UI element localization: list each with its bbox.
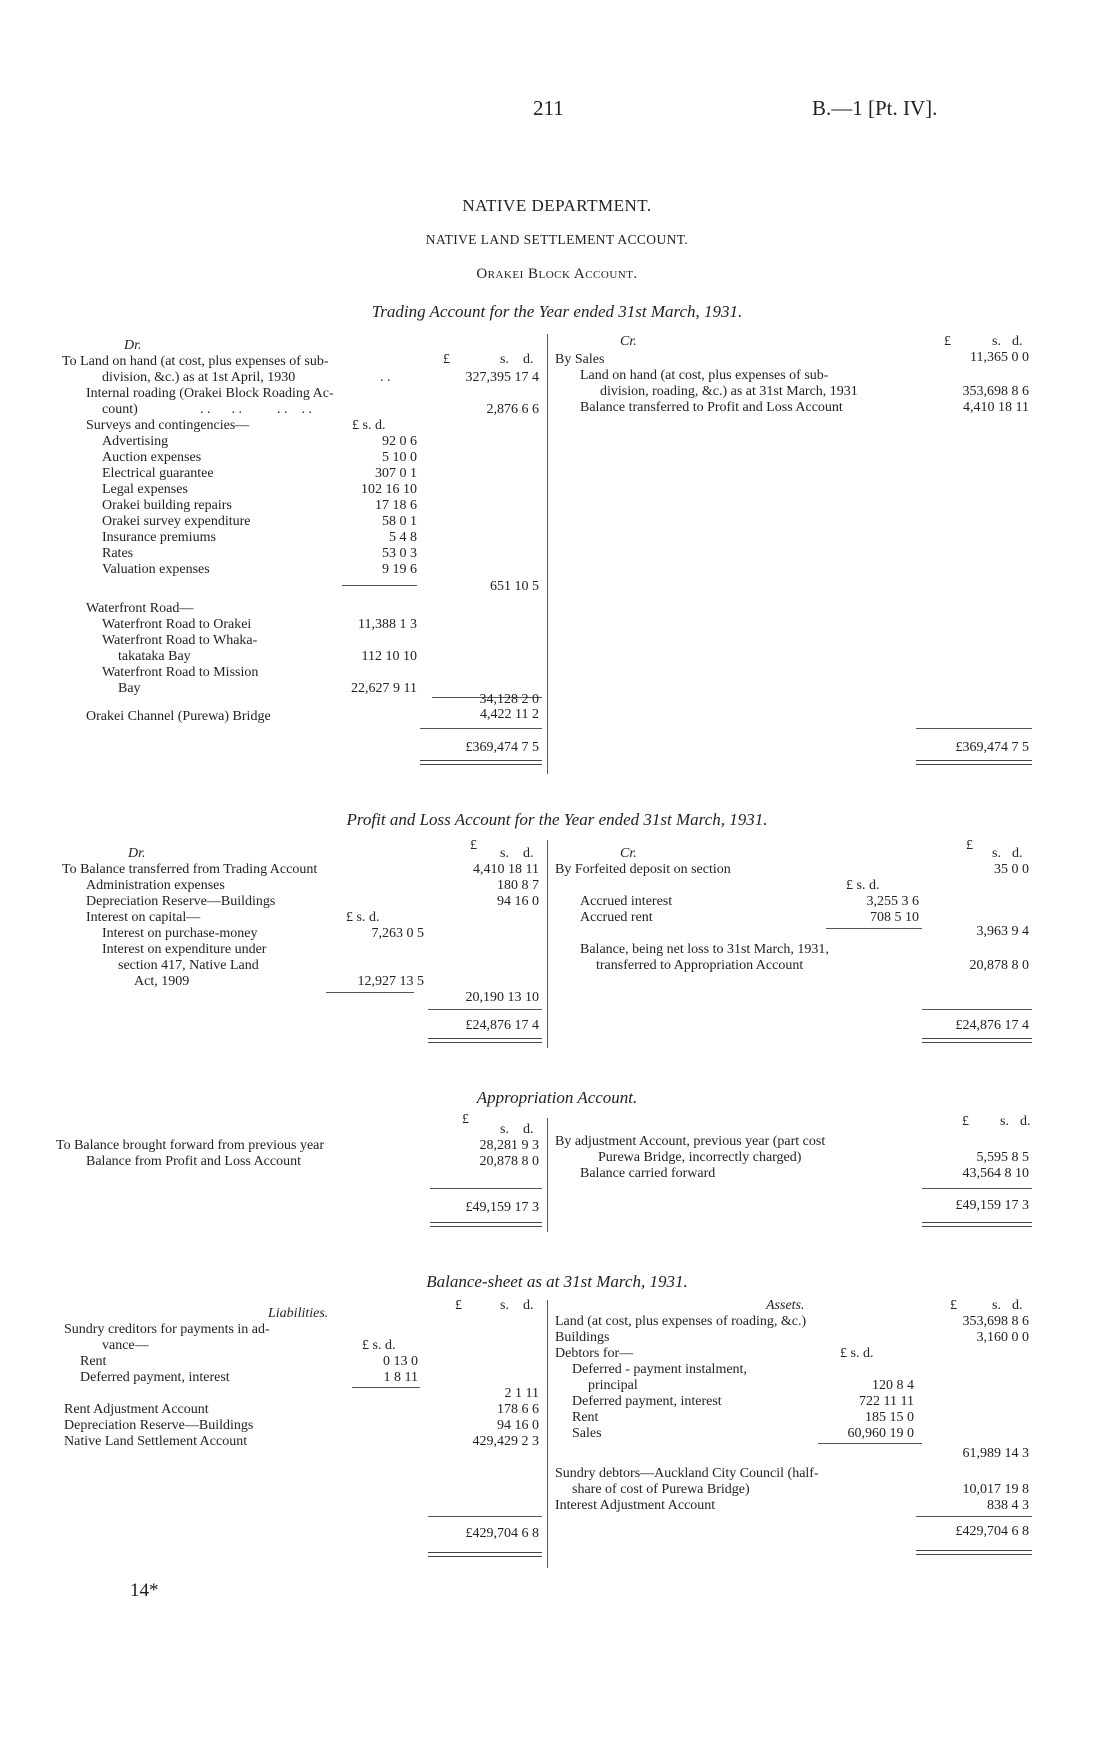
- trading-divider: [547, 334, 548, 774]
- trading-cr-head-s: s.: [992, 334, 1001, 349]
- bs-assets-label: Assets.: [766, 1298, 805, 1313]
- bs-buildings-label: Buildings: [555, 1330, 610, 1345]
- trading-item-label: Rates: [102, 546, 134, 561]
- total-rule: [428, 1009, 542, 1010]
- trading-item-value: 5 4 8: [389, 530, 417, 545]
- pl-admin-value: 180 8 7: [497, 878, 539, 893]
- trading-cr-total: £369,474 7 5: [955, 740, 1029, 755]
- trading-cr-balance-label: Balance transferred to Profit and Loss Account: [580, 400, 843, 415]
- bs-rent-adj-label: Rent Adjustment Account: [64, 1402, 209, 1417]
- appr-dr-total: £49,159 17 3: [465, 1200, 539, 1215]
- subtotal-rule: [342, 585, 417, 586]
- bs-land-label: Land (at cost, plus expenses of roading, &c.): [555, 1314, 807, 1329]
- total-rule: [922, 1188, 1032, 1189]
- bs-auckland-line1: Sundry debtors—Auckland City Council (half-: [555, 1466, 819, 1481]
- trading-title: Trading Account for the Year ended 31st March, 1931.: [371, 302, 743, 321]
- trading-surveys-total: 651 10 5: [490, 579, 539, 594]
- appr-cr-head-l: £: [962, 1114, 969, 1129]
- total-rule: [430, 1188, 542, 1189]
- trading-dr-total: £369,474 7 5: [465, 740, 539, 755]
- pl-dr-label: Dr.: [128, 846, 146, 861]
- bs-deferred-label: Deferred payment, interest: [80, 1370, 230, 1385]
- bs-assets-head-s: s.: [992, 1298, 1001, 1313]
- bs-sundry-total: 2 1 11: [504, 1386, 539, 1401]
- pl-forfeit-label: By Forfeited deposit on section: [555, 862, 731, 877]
- bs-rent-asset-label: Rent: [572, 1410, 599, 1425]
- trading-land-value: 327,395 17 4: [465, 370, 539, 385]
- trading-item-value: 53 0 3: [382, 546, 417, 561]
- bs-interest-adj-label: Interest Adjustment Account: [555, 1498, 716, 1513]
- pl-purchase-label: Interest on purchase-money: [102, 926, 258, 941]
- pl-cr-label: Cr.: [620, 846, 637, 861]
- double-rule: [922, 1222, 1032, 1227]
- appr-adj-line2: Purewa Bridge, incorrectly charged): [598, 1150, 802, 1165]
- trading-item-value: 92 0 6: [382, 434, 417, 449]
- subtotal-rule: [326, 992, 414, 993]
- trading-item-label: Legal expenses: [102, 482, 188, 497]
- pl-accrued-total: 3,963 9 4: [976, 924, 1029, 939]
- department-title: NATIVE DEPARTMENT.: [462, 196, 652, 215]
- total-rule: [922, 1009, 1032, 1010]
- bs-nls-label: Native Land Settlement Account: [64, 1434, 248, 1449]
- double-rule: [420, 760, 542, 765]
- trading-dr-head-s: s.: [500, 352, 509, 367]
- trading-item-value: 9 19 6: [382, 562, 417, 577]
- appr-title: Appropriation Account.: [476, 1088, 638, 1107]
- pl-cr-balance-line2: transferred to Appropriation Account: [596, 958, 804, 973]
- pl-accrued-int-label: Accrued interest: [580, 894, 673, 909]
- trading-item-value: 17 18 6: [375, 498, 417, 513]
- bs-deferred-value: 1 8 11: [383, 1370, 418, 1385]
- pl-forfeit-value: 35 0 0: [994, 862, 1029, 877]
- trading-surveys-head: Surveys and contingencies—: [86, 418, 250, 433]
- trading-bridge-label: Orakei Channel (Purewa) Bridge: [86, 709, 271, 724]
- pl-depr-label: Depreciation Reserve—Buildings: [86, 894, 276, 909]
- trading-wf3-line2: Bay: [118, 681, 141, 696]
- trading-cr-land-value: 353,698 8 6: [962, 384, 1029, 399]
- pl-exp-line3: Act, 1909: [134, 974, 190, 989]
- bs-depr-label: Depreciation Reserve—Buildings: [64, 1418, 254, 1433]
- bs-dpint-value: 722 11 11: [859, 1394, 914, 1409]
- block-title: Orakei Block Account.: [476, 266, 638, 282]
- pl-accrued-rent-value: 708 5 10: [870, 910, 919, 925]
- appr-carried-label: Balance carried forward: [580, 1166, 716, 1181]
- pl-balance-value: 4,410 18 11: [473, 862, 539, 877]
- bs-depr-value: 94 16 0: [497, 1418, 539, 1433]
- trading-sales-label: By Sales: [555, 352, 605, 367]
- bs-interest-adj-value: 838 4 3: [987, 1498, 1029, 1513]
- appr-divider: [547, 1118, 548, 1232]
- bs-divider: [547, 1300, 548, 1568]
- bs-dpi-line1: Deferred - payment instalment,: [572, 1362, 747, 1377]
- trading-wf2-line2: takataka Bay: [118, 649, 191, 664]
- footer-mark: 14*: [130, 1580, 159, 1601]
- pl-cr-subheads: £ s. d.: [846, 878, 880, 893]
- pl-balance-label: To Balance transferred from Trading Account: [62, 862, 318, 877]
- trading-wf2-line1: Waterfront Road to Whaka-: [102, 633, 258, 648]
- trading-wf3-line1: Waterfront Road to Mission: [102, 665, 259, 680]
- pl-cr-balance-line1: Balance, being net loss to 31st March, 1931,: [580, 942, 829, 957]
- trading-cr-head-d: d.: [1012, 334, 1023, 349]
- bs-assets-total: £429,704 6 8: [955, 1524, 1029, 1539]
- trading-item-value: 102 16 10: [361, 482, 417, 497]
- leader-dots: . . . . . . . .: [200, 402, 312, 417]
- trading-bridge-value: 4,422 11 2: [480, 707, 539, 722]
- trading-cr-balance-value: 4,410 18 11: [963, 400, 1029, 415]
- total-rule: [916, 1516, 1032, 1517]
- trading-land-line1: To Land on hand (at cost, plus expenses of sub-: [62, 354, 329, 369]
- appr-adj-value: 5,595 8 5: [976, 1150, 1029, 1165]
- appr-b1-value: 28,281 9 3: [479, 1138, 539, 1153]
- bs-nls-value: 429,429 2 3: [472, 1434, 539, 1449]
- trading-land-line2: division, &c.) as at 1st April, 1930: [102, 370, 296, 385]
- pl-dr-head-d: d.: [523, 846, 534, 861]
- bs-rent-asset-value: 185 15 0: [865, 1410, 914, 1425]
- bs-auckland-line2: share of cost of Purewa Bridge): [572, 1482, 750, 1497]
- appr-dr-head-s: s.: [500, 1122, 509, 1137]
- double-rule: [428, 1552, 542, 1557]
- appr-dr-head-l: £: [462, 1112, 469, 1127]
- trading-dr-head-d: d.: [523, 352, 534, 367]
- trading-cr-head-l: £: [944, 334, 951, 349]
- bs-liab-head-d: d.: [523, 1298, 534, 1313]
- pl-purchase-value: 7,263 0 5: [371, 926, 424, 941]
- total-rule: [420, 728, 542, 729]
- appr-b1-label: To Balance brought forward from previous year: [56, 1138, 325, 1153]
- bs-auckland-value: 10,017 19 8: [962, 1482, 1029, 1497]
- bs-debtors-subheads: £ s. d.: [840, 1346, 874, 1361]
- pl-exp-line2: section 417, Native Land: [118, 958, 259, 973]
- appr-cr-total: £49,159 17 3: [955, 1198, 1029, 1213]
- bs-rent-value: 0 13 0: [383, 1354, 418, 1369]
- trading-wf2-value: 112 10 10: [361, 649, 417, 664]
- trading-item-label: Advertising: [102, 434, 169, 449]
- appr-b2-value: 20,878 8 0: [479, 1154, 539, 1169]
- trading-wf-total: 34,128 2 0: [479, 692, 539, 707]
- trading-cr-land-line1: Land on hand (at cost, plus expenses of sub-: [580, 368, 829, 383]
- trading-roading-line1: Internal roading (Orakei Block Roading Ac-: [86, 386, 334, 401]
- pl-depr-value: 94 16 0: [497, 894, 539, 909]
- account-title: NATIVE LAND SETTLEMENT ACCOUNT.: [425, 232, 689, 247]
- trading-item-label: Insurance premiums: [102, 530, 216, 545]
- pl-accrued-int-value: 3,255 3 6: [866, 894, 919, 909]
- pl-interest-total: 20,190 13 10: [465, 990, 539, 1005]
- trading-wf1-label: Waterfront Road to Orakei: [102, 617, 252, 632]
- bs-rent-label: Rent: [80, 1354, 107, 1369]
- bs-sundry-line1: Sundry creditors for payments in ad-: [64, 1322, 270, 1337]
- pl-accrued-rent-label: Accrued rent: [580, 910, 653, 925]
- trading-item-value: 307 0 1: [375, 466, 417, 481]
- trading-item-label: Valuation expenses: [102, 562, 210, 577]
- bs-dpi-line2: principal: [588, 1378, 638, 1393]
- double-rule: [922, 1038, 1032, 1043]
- pl-cr-head-d: d.: [1012, 846, 1023, 861]
- pl-interest-head: Interest on capital—: [86, 910, 201, 925]
- bs-dpi-value: 120 8 4: [872, 1378, 914, 1393]
- bs-liab-label: Liabilities.: [268, 1306, 329, 1321]
- trading-dr-label: Dr.: [124, 338, 142, 353]
- appr-cr-head-s: s.: [1000, 1114, 1009, 1129]
- bs-land-value: 353,698 8 6: [962, 1314, 1029, 1329]
- bs-sundry-subheads: £ s. d.: [362, 1338, 396, 1353]
- document-reference: B.—1 [Pt. IV].: [812, 96, 938, 120]
- trading-item-label: Auction expenses: [102, 450, 202, 465]
- trading-item-label: Orakei survey expenditure: [102, 514, 251, 529]
- total-rule: [428, 1516, 542, 1517]
- pl-dr-head-s: s.: [500, 846, 509, 861]
- pl-dr-head-l: £: [470, 838, 477, 853]
- bs-buildings-value: 3,160 0 0: [976, 1330, 1029, 1345]
- trading-wf1-value: 11,388 1 3: [358, 617, 417, 632]
- trading-sales-value: 11,365 0 0: [970, 350, 1029, 365]
- appr-b2-label: Balance from Profit and Loss Account: [86, 1154, 302, 1169]
- pl-cr-total: £24,876 17 4: [955, 1018, 1029, 1033]
- double-rule: [916, 1550, 1032, 1555]
- double-rule: [428, 1038, 542, 1043]
- trading-item-value: 58 0 1: [382, 514, 417, 529]
- pl-cr-head-s: s.: [992, 846, 1001, 861]
- appr-cr-head-d: d.: [1020, 1114, 1031, 1129]
- trading-item-label: Orakei building repairs: [102, 498, 232, 513]
- pl-interest-subheads: £ s. d.: [346, 910, 380, 925]
- bs-title: Balance-sheet as at 31st March, 1931.: [426, 1272, 688, 1291]
- bs-liab-head-s: s.: [500, 1298, 509, 1313]
- bs-assets-head-l: £: [950, 1298, 957, 1313]
- bs-sales-value: 60,960 19 0: [847, 1426, 914, 1441]
- trading-surveys-subheads: £ s. d.: [352, 418, 386, 433]
- pl-cr-head-l: £: [966, 838, 973, 853]
- appr-dr-head-d: d.: [523, 1122, 534, 1137]
- bs-sundry-line2: vance—: [102, 1338, 149, 1353]
- trading-waterfront-head: Waterfront Road—: [86, 601, 194, 616]
- double-rule: [916, 760, 1032, 765]
- pl-admin-label: Administration expenses: [86, 878, 225, 893]
- trading-dr-head-l: £: [443, 352, 450, 367]
- double-rule: [430, 1222, 542, 1227]
- subtotal-rule: [352, 1387, 420, 1388]
- subtotal-rule: [818, 1443, 922, 1444]
- bs-debtors-head: Debtors for—: [555, 1346, 634, 1361]
- pl-exp-value: 12,927 13 5: [357, 974, 424, 989]
- bs-dpint-label: Deferred payment, interest: [572, 1394, 722, 1409]
- bs-sales-label: Sales: [572, 1426, 602, 1441]
- total-rule: [916, 728, 1032, 729]
- page-number: 211: [533, 96, 564, 120]
- pl-divider: [547, 840, 548, 1048]
- bs-assets-head-d: d.: [1012, 1298, 1023, 1313]
- appr-adj-line1: By adjustment Account, previous year (part cost: [555, 1134, 826, 1149]
- trading-roading-line2: count): [102, 402, 138, 417]
- subtotal-rule: [826, 928, 922, 929]
- bs-rent-adj-value: 178 6 6: [497, 1402, 539, 1417]
- pl-dr-total: £24,876 17 4: [465, 1018, 539, 1033]
- trading-item-value: 5 10 0: [382, 450, 417, 465]
- trading-cr-land-line2: division, roading, &c.) as at 31st March, 1931: [600, 384, 858, 399]
- trading-item-label: Electrical guarantee: [102, 466, 214, 481]
- pl-title: Profit and Loss Account for the Year ended 31st March, 1931.: [346, 810, 768, 829]
- pl-exp-line1: Interest on expenditure under: [102, 942, 267, 957]
- trading-cr-label: Cr.: [620, 334, 637, 349]
- bs-liab-total: £429,704 6 8: [465, 1526, 539, 1541]
- leader-dots: . .: [380, 370, 391, 385]
- appr-carried-value: 43,564 8 10: [962, 1166, 1029, 1181]
- trading-roading-value: 2,876 6 6: [486, 402, 539, 417]
- trading-wf3-value: 22,627 9 11: [351, 681, 417, 696]
- pl-cr-balance-value: 20,878 8 0: [969, 958, 1029, 973]
- bs-liab-head-l: £: [455, 1298, 462, 1313]
- bs-debtors-total: 61,989 14 3: [962, 1446, 1029, 1461]
